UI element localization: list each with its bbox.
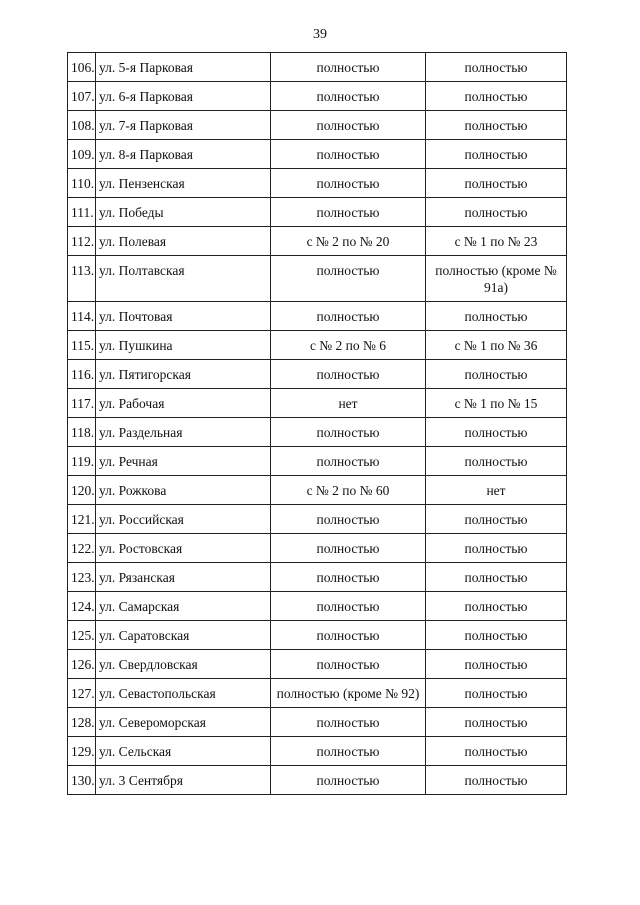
table-row <box>68 256 567 302</box>
odd-side-range: с № 1 по № 36 <box>426 331 567 360</box>
row-number: 118. <box>68 418 96 447</box>
odd-side-range: полностью <box>426 534 567 563</box>
table-row <box>68 169 567 198</box>
odd-side-range: полностью <box>426 563 567 592</box>
table-row <box>68 140 567 169</box>
even-side-range: полностью <box>271 140 426 169</box>
street-name: ул. Российская <box>96 505 271 534</box>
even-side-range: полностью <box>271 592 426 621</box>
row-number: 110. <box>68 169 96 198</box>
table-row <box>68 563 567 592</box>
street-name: ул. Полевая <box>96 227 271 256</box>
row-number: 128. <box>68 708 96 737</box>
street-name: ул. Свердловская <box>96 650 271 679</box>
odd-side-range: полностью <box>426 198 567 227</box>
street-name: ул. 6-я Парковая <box>96 82 271 111</box>
row-number: 111. <box>68 198 96 227</box>
row-number: 108. <box>68 111 96 140</box>
even-side-range: полностью <box>271 708 426 737</box>
even-side-range: полностью <box>271 198 426 227</box>
even-side-range: полностью <box>271 737 426 766</box>
row-number: 107. <box>68 82 96 111</box>
table-row <box>68 331 567 360</box>
table-row <box>68 737 567 766</box>
street-name: ул. Полтавская <box>96 256 271 302</box>
row-number: 114. <box>68 302 96 331</box>
row-number: 130. <box>68 766 96 795</box>
even-side-range: с № 2 по № 60 <box>271 476 426 505</box>
odd-side-range: полностью <box>426 592 567 621</box>
odd-side-range: полностью <box>426 621 567 650</box>
odd-side-range: полностью <box>426 679 567 708</box>
table-row <box>68 82 567 111</box>
odd-side-range: полностью <box>426 708 567 737</box>
table-row <box>68 534 567 563</box>
street-name: ул. Речная <box>96 447 271 476</box>
odd-side-range: полностью <box>426 82 567 111</box>
row-number: 129. <box>68 737 96 766</box>
table-row <box>68 476 567 505</box>
street-name: ул. Североморская <box>96 708 271 737</box>
row-number: 109. <box>68 140 96 169</box>
street-name: ул. 7-я Парковая <box>96 111 271 140</box>
row-number: 120. <box>68 476 96 505</box>
row-number: 121. <box>68 505 96 534</box>
odd-side-range: полностью <box>426 302 567 331</box>
odd-side-range: полностью <box>426 766 567 795</box>
odd-side-range: полностью <box>426 418 567 447</box>
street-name: ул. Саратовская <box>96 621 271 650</box>
street-name: ул. Севастопольская <box>96 679 271 708</box>
row-number: 125. <box>68 621 96 650</box>
odd-side-range: полностью <box>426 737 567 766</box>
table-row <box>68 360 567 389</box>
street-name: ул. Пятигорская <box>96 360 271 389</box>
street-name: ул. Рожкова <box>96 476 271 505</box>
odd-side-range: полностью <box>426 169 567 198</box>
even-side-range: полностью <box>271 360 426 389</box>
row-number: 127. <box>68 679 96 708</box>
street-name: ул. 5-я Парковая <box>96 53 271 82</box>
odd-side-range: полностью <box>426 447 567 476</box>
table-row <box>68 650 567 679</box>
even-side-range: полностью <box>271 418 426 447</box>
page-number: 39 <box>313 27 327 42</box>
even-side-range: полностью <box>271 256 426 302</box>
even-side-range: полностью <box>271 53 426 82</box>
table-row <box>68 766 567 795</box>
table-row <box>68 708 567 737</box>
odd-side-range: с № 1 по № 23 <box>426 227 567 256</box>
street-name: ул. Раздельная <box>96 418 271 447</box>
street-name: ул. 3 Сентября <box>96 766 271 795</box>
row-number: 123. <box>68 563 96 592</box>
street-name: ул. Самарская <box>96 592 271 621</box>
table-row <box>68 621 567 650</box>
even-side-range: полностью <box>271 621 426 650</box>
row-number: 115. <box>68 331 96 360</box>
odd-side-range: полностью <box>426 650 567 679</box>
street-name: ул. Ростовская <box>96 534 271 563</box>
streets-table <box>67 52 567 795</box>
row-number: 112. <box>68 227 96 256</box>
streets-table-body <box>68 53 567 795</box>
odd-side-range: полностью <box>426 140 567 169</box>
table-row <box>68 389 567 418</box>
row-number: 126. <box>68 650 96 679</box>
row-number: 106. <box>68 53 96 82</box>
street-name: ул. Пушкина <box>96 331 271 360</box>
table-row <box>68 111 567 140</box>
street-name: ул. Рабочая <box>96 389 271 418</box>
odd-side-range: полностью <box>426 111 567 140</box>
even-side-range: полностью <box>271 505 426 534</box>
table-row <box>68 592 567 621</box>
row-number: 116. <box>68 360 96 389</box>
street-name: ул. Рязанская <box>96 563 271 592</box>
odd-side-range: с № 1 по № 15 <box>426 389 567 418</box>
table-row <box>68 227 567 256</box>
odd-side-range: полностью <box>426 360 567 389</box>
even-side-range: с № 2 по № 20 <box>271 227 426 256</box>
table-row <box>68 198 567 227</box>
row-number: 119. <box>68 447 96 476</box>
table-row <box>68 53 567 82</box>
street-name: ул. 8-я Парковая <box>96 140 271 169</box>
odd-side-range: полностью <box>426 53 567 82</box>
even-side-range: полностью <box>271 111 426 140</box>
row-number: 124. <box>68 592 96 621</box>
table-row <box>68 302 567 331</box>
street-name: ул. Сельская <box>96 737 271 766</box>
even-side-range: полностью <box>271 447 426 476</box>
street-name: ул. Почтовая <box>96 302 271 331</box>
row-number: 122. <box>68 534 96 563</box>
table-row <box>68 679 567 708</box>
row-number: 113. <box>68 256 96 302</box>
even-side-range: полностью <box>271 534 426 563</box>
table-row <box>68 447 567 476</box>
table-row <box>68 418 567 447</box>
even-side-range: полностью <box>271 82 426 111</box>
row-number: 117. <box>68 389 96 418</box>
odd-side-range: полностью (кроме № 91а) <box>426 256 567 302</box>
street-name: ул. Пензенская <box>96 169 271 198</box>
even-side-range: полностью <box>271 766 426 795</box>
table-row <box>68 505 567 534</box>
even-side-range: полностью <box>271 302 426 331</box>
odd-side-range: нет <box>426 476 567 505</box>
even-side-range: полностью <box>271 563 426 592</box>
even-side-range: нет <box>271 389 426 418</box>
street-name: ул. Победы <box>96 198 271 227</box>
even-side-range: полностью <box>271 650 426 679</box>
odd-side-range: полностью <box>426 505 567 534</box>
even-side-range: полностью (кроме № 92) <box>271 679 426 708</box>
even-side-range: с № 2 по № 6 <box>271 331 426 360</box>
even-side-range: полностью <box>271 169 426 198</box>
